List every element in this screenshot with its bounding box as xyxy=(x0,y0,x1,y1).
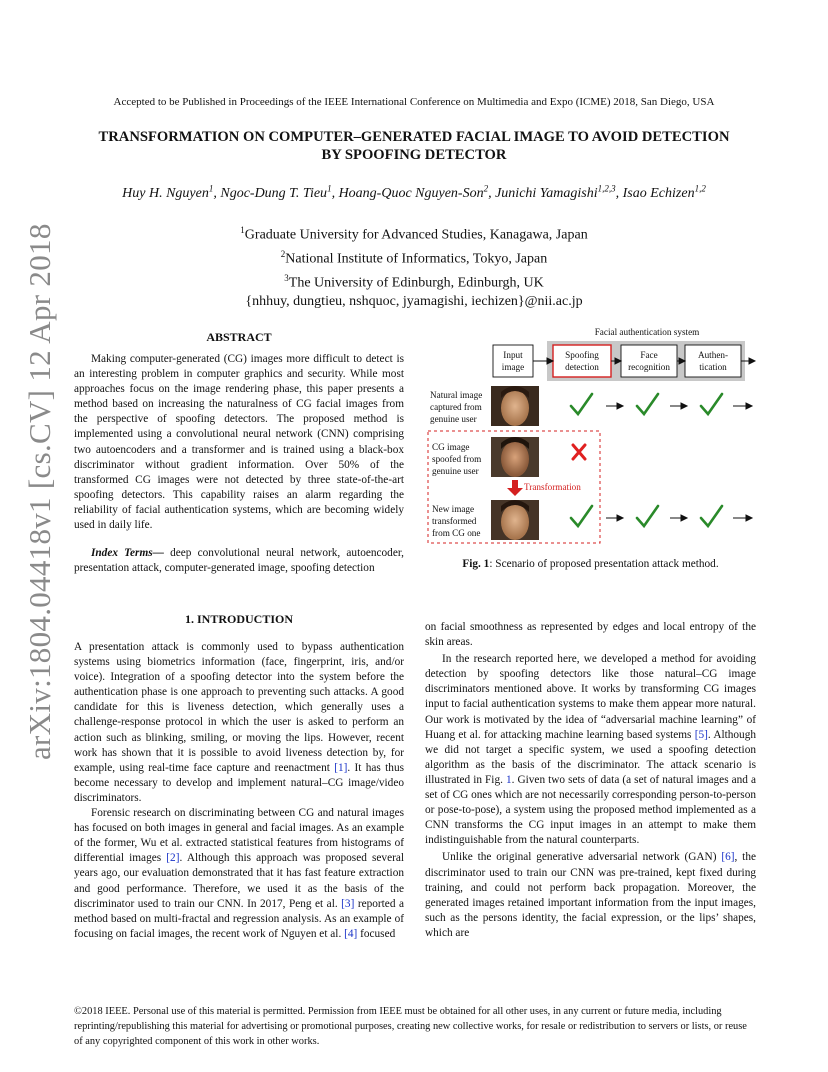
title-line-1: TRANSFORMATION ON COMPUTER–GENERATED FACIAL IMAGE TO AVOID DETECTION xyxy=(98,129,730,145)
row-label: transformed xyxy=(432,516,477,526)
citation-link[interactable]: [6] xyxy=(721,851,735,864)
affiliations xyxy=(60,221,768,312)
introduction-right-column xyxy=(425,620,756,941)
row-label: Natural image xyxy=(430,390,483,400)
row-label: from CG one xyxy=(432,528,481,538)
row1-arrows xyxy=(606,403,752,409)
figure-label: Fig. 1 xyxy=(462,558,490,570)
citation-link[interactable]: [3] xyxy=(341,897,355,910)
citation-link[interactable]: [5] xyxy=(694,728,708,741)
scenario-diagram xyxy=(425,322,756,550)
affiliation: $^2$National Institute of Informatics, Tokyo, Japan xyxy=(280,249,548,267)
spoofing-detection-label: Spoofing xyxy=(565,350,599,360)
row-label: spoofed from xyxy=(432,454,482,464)
figure-caption: Fig. 1: Scenario of proposed presentation attack method. xyxy=(462,558,719,570)
paragraph: Unlike the original generative adversarial network (GAN) [6], the discriminator used to train our CNN was pre-trained, kept fixed during training, and could not perform back propagation. Moreover, the generated images retained important information from the input images, such as the persons identity, the facial expression, or the lips’ shapes, which are xyxy=(425,851,756,939)
section-heading-introduction: 1. INTRODUCTION xyxy=(184,612,293,626)
input-image-label: image xyxy=(501,362,525,372)
index-terms-label: Index Terms— xyxy=(91,547,164,559)
affiliation: $^3$The University of Edinburgh, Edinburgh, UK xyxy=(284,273,544,291)
system-label: Facial authentication system xyxy=(594,327,700,337)
copyright-footer: ©2018 IEEE. Personal use of this material is permitted. Permission from IEEE must be obtained for all other uses, in any current or future media, including reprinting/republishing this material for advertising or promotional purposes, creating new collective works, for resale or redistribution to servers or lists, or reuse of any copyrighted component of this work in other works. xyxy=(74,1006,747,1047)
citation-link[interactable]: [1] xyxy=(334,761,348,774)
row1-check-icons xyxy=(571,394,722,414)
rejected-cross-icon xyxy=(573,445,585,459)
figure-1 xyxy=(425,322,756,550)
row-label: genuine user xyxy=(430,414,477,424)
spoofing-detection-label: detection xyxy=(565,362,599,372)
author: Ngoc-Dung T. Tieu$^1$, xyxy=(220,183,339,201)
introduction-left-column xyxy=(74,640,404,942)
row-label: captured from xyxy=(430,402,482,412)
citation-link[interactable]: [2] xyxy=(166,852,180,865)
author-list xyxy=(60,183,768,202)
transformed-face-image xyxy=(491,500,539,540)
row-label: CG image xyxy=(432,442,470,452)
affiliation: $^1$Graduate University for Advanced Studies, Kanagawa, Japan xyxy=(240,225,588,243)
face-recognition-label: Face xyxy=(640,350,658,360)
row3-arrows xyxy=(606,515,752,521)
paragraph: on facial smoothness as represented by edges and local entropy of the skin areas. xyxy=(425,621,756,649)
arxiv-stamp: arXiv:1804.04418v1 [cs.CV] 12 Apr 2018 xyxy=(22,223,57,760)
index-terms: Index Terms— deep convolutional neural network, autoencoder, presentation attack, computer-generated image, spoofing detection xyxy=(74,547,404,575)
input-image-label: Input xyxy=(503,350,523,360)
author: Isao Echizen$^{1,2}$ xyxy=(622,183,706,201)
author: Huy H. Nguyen$^1$, xyxy=(122,183,221,201)
figure-link[interactable]: 1 xyxy=(505,773,512,786)
paper-title xyxy=(60,128,768,164)
title-line-2: BY SPOOFING DETECTOR xyxy=(321,147,507,163)
row-label: genuine user xyxy=(432,466,479,476)
face-recognition-label: recognition xyxy=(628,362,670,372)
transformation-arrow xyxy=(507,480,523,496)
author: Junichi Yamagishi$^{1,2,3}$, xyxy=(495,183,623,201)
authentication-label: tication xyxy=(699,362,727,372)
transformation-label: Transformation xyxy=(524,482,581,492)
authentication-label: Authen- xyxy=(697,350,729,360)
paragraph: Forensic research on discriminating between CG and natural images has focused on both images in general and facial images. As an example of the former, Wu et al. extracted statistical features from histograms of differential images [2]. Although this approach was proposed several years ago, our evaluation demonstrated that it has fast feature extraction and good performance. Therefore, we used it as the basis of the discriminator used to train our CNN. In 2017, Peng et al. [3] reported a method based on multi-fractal and regression analysis. As an example of focusing on facial images, the recent work of Nguyen et al. [4] focused xyxy=(74,807,405,940)
header-note: Accepted to be Published in Proceedings of the IEEE International Conference on Multimedia and Expo (ICME) 2018, San Diego, USA xyxy=(113,96,715,108)
author: Hoang-Quoc Nguyen-Son$^2$, xyxy=(338,183,496,201)
email-list: {nhhuy, dungtieu, nshquoc, jyamagishi, iechizen}@nii.ac.jp xyxy=(245,294,583,310)
row-label: New image xyxy=(432,504,475,514)
row3-check-icons xyxy=(571,506,722,526)
abstract-text: Making computer-generated (CG) images more difficult to detect is an interesting problem in computer graphics and security. While most approaches focus on the image rendering phase, this paper presents a method based on increasing the naturalness of CG facial images from the perspective of spoofing detectors. The proposed method is implemented using a convolutional neural network (CNN) comprising two autoencoders and a transformer and is trained using a black-box discriminator without gradient information. Over 50% of the transformed CG images were not detected by three state-of-the-art spoofing detectors. This capability raises an alarm regarding the reliability of facial authentication systems, which are becoming widely used in daily life. xyxy=(74,353,404,532)
abstract-heading: ABSTRACT xyxy=(206,330,272,344)
citation-link[interactable]: [4] xyxy=(344,927,358,940)
cg-face-image xyxy=(491,437,539,477)
paragraph: A presentation attack is commonly used to bypass authentication systems using biometrics information (face, fingerprint, iris, and/or voice). Integration of a spoofing detector into the system before the authentication phase is one approach to preventing such attacks. A good candidate for this is liveness detection, which generally uses a challenge-response protocol in which the user is asked to perform an action such as blinking, smiling, or moving the lips. However, recent work has shown that it is possible to avoid liveness detection by, for example, using real-time face capture and reenactment [1]. It has thus become necessary to develop and implement natural–CG image/video discriminators. xyxy=(74,641,404,804)
natural-face-image xyxy=(491,386,539,426)
paragraph: In the research reported here, we developed a method for avoiding detection by spoofing detectors like those natural–CG image discriminators mentioned above. It works by transforming CG images input to facial authentication systems to make them appear more natural. Our work is motivated by the idea of “adversarial machine learning” of Huang et al. for attacking machine learning based systems [5]. Although we did not target a specific system, we used a spoofing detection algorithm as the basis of the discriminator. The attack scenario is illustrated in Fig. 1. Given two sets of data (a set of natural images and a set of CG ones which are not necessarily corresponding person-to-person or pose-to-pose), a system using the proposed method implemented as a CNN transforms the CG input images in an attempt to make them indistinguishable from the natural counterparts. xyxy=(425,653,757,847)
